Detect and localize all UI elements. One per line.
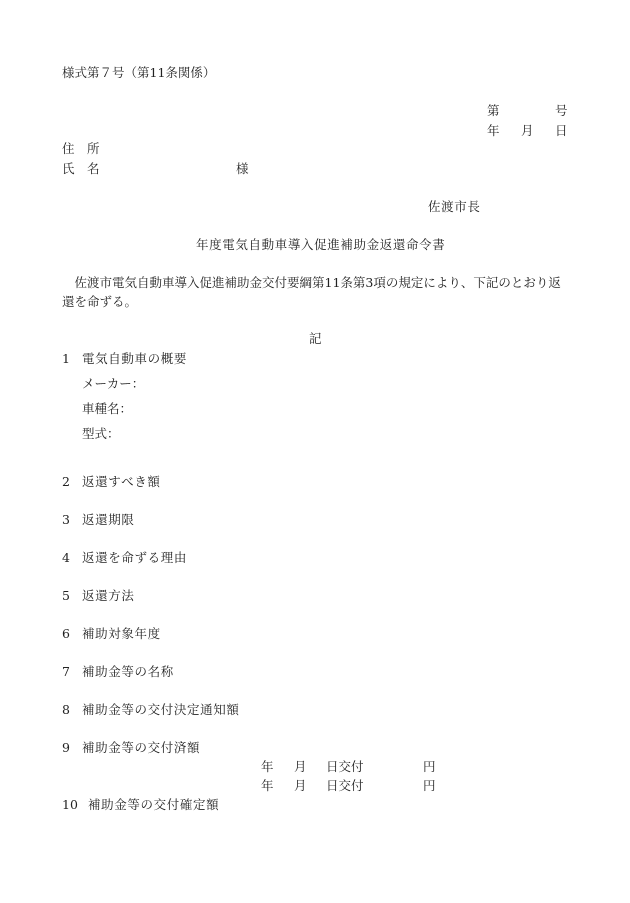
item-5-label: 返還方法 xyxy=(82,588,135,603)
model-name-label: 車種名： xyxy=(82,401,133,416)
document-title: 年度電気自動車導入促進補助金返還命令書 xyxy=(196,237,446,252)
item-7-number: 7 xyxy=(62,664,70,679)
date-month: 月 xyxy=(521,123,534,138)
maker-label: メーカー： xyxy=(82,376,145,391)
honorific: 様 xyxy=(236,161,249,176)
item-4-label: 返還を命ずる理由 xyxy=(82,550,188,565)
item-5-number: 5 xyxy=(62,588,70,603)
issuer: 佐渡市長 xyxy=(428,199,481,214)
item-2-number: 2 xyxy=(62,474,70,489)
item-7-label: 補助金等の名称 xyxy=(82,664,174,679)
item-8-number: 8 xyxy=(62,702,70,717)
name-label: 氏 名 xyxy=(62,161,100,176)
item-1-label: 電気自動車の概要 xyxy=(82,351,188,366)
item-6-label: 補助対象年度 xyxy=(82,626,161,641)
item-2-label: 返還すべき額 xyxy=(82,474,161,489)
payment-1-day-paid: 日交付 xyxy=(326,759,364,774)
payment-2-day-paid: 日交付 xyxy=(326,778,364,793)
payment-2-month: 月 xyxy=(294,778,307,793)
payment-2-yen: 円 xyxy=(423,778,436,793)
item-4-number: 4 xyxy=(62,550,70,565)
item-1-number: 1 xyxy=(62,351,70,366)
payment-1-year: 年 xyxy=(261,759,274,774)
form-number: 様式第７号（第11条関係） xyxy=(62,65,216,80)
item-3-label: 返還期限 xyxy=(82,512,135,527)
address-label: 住 所 xyxy=(62,141,100,156)
date-day: 日 xyxy=(555,123,568,138)
doc-number-prefix: 第 xyxy=(487,103,500,118)
payment-1-month: 月 xyxy=(294,759,307,774)
date-year: 年 xyxy=(487,123,500,138)
item-3-number: 3 xyxy=(62,512,70,527)
payment-1-yen: 円 xyxy=(423,759,436,774)
body-paragraph: 佐渡市電気自動車導入促進補助金交付要綱第11条第3項の規定により、下記のとおり返還を命ずる。 xyxy=(62,275,561,309)
payment-2-year: 年 xyxy=(261,778,274,793)
item-10-number: 10 xyxy=(62,797,78,812)
ki-label: 記 xyxy=(309,331,322,346)
item-9-number: 9 xyxy=(62,740,70,755)
item-10-label: 補助金等の交付確定額 xyxy=(88,797,220,812)
item-8-label: 補助金等の交付決定通知額 xyxy=(82,702,240,717)
item-6-number: 6 xyxy=(62,626,70,641)
doc-number-suffix: 号 xyxy=(555,103,568,118)
item-9-label: 補助金等の交付済額 xyxy=(82,740,201,755)
model-type-label: 型式： xyxy=(82,426,120,441)
